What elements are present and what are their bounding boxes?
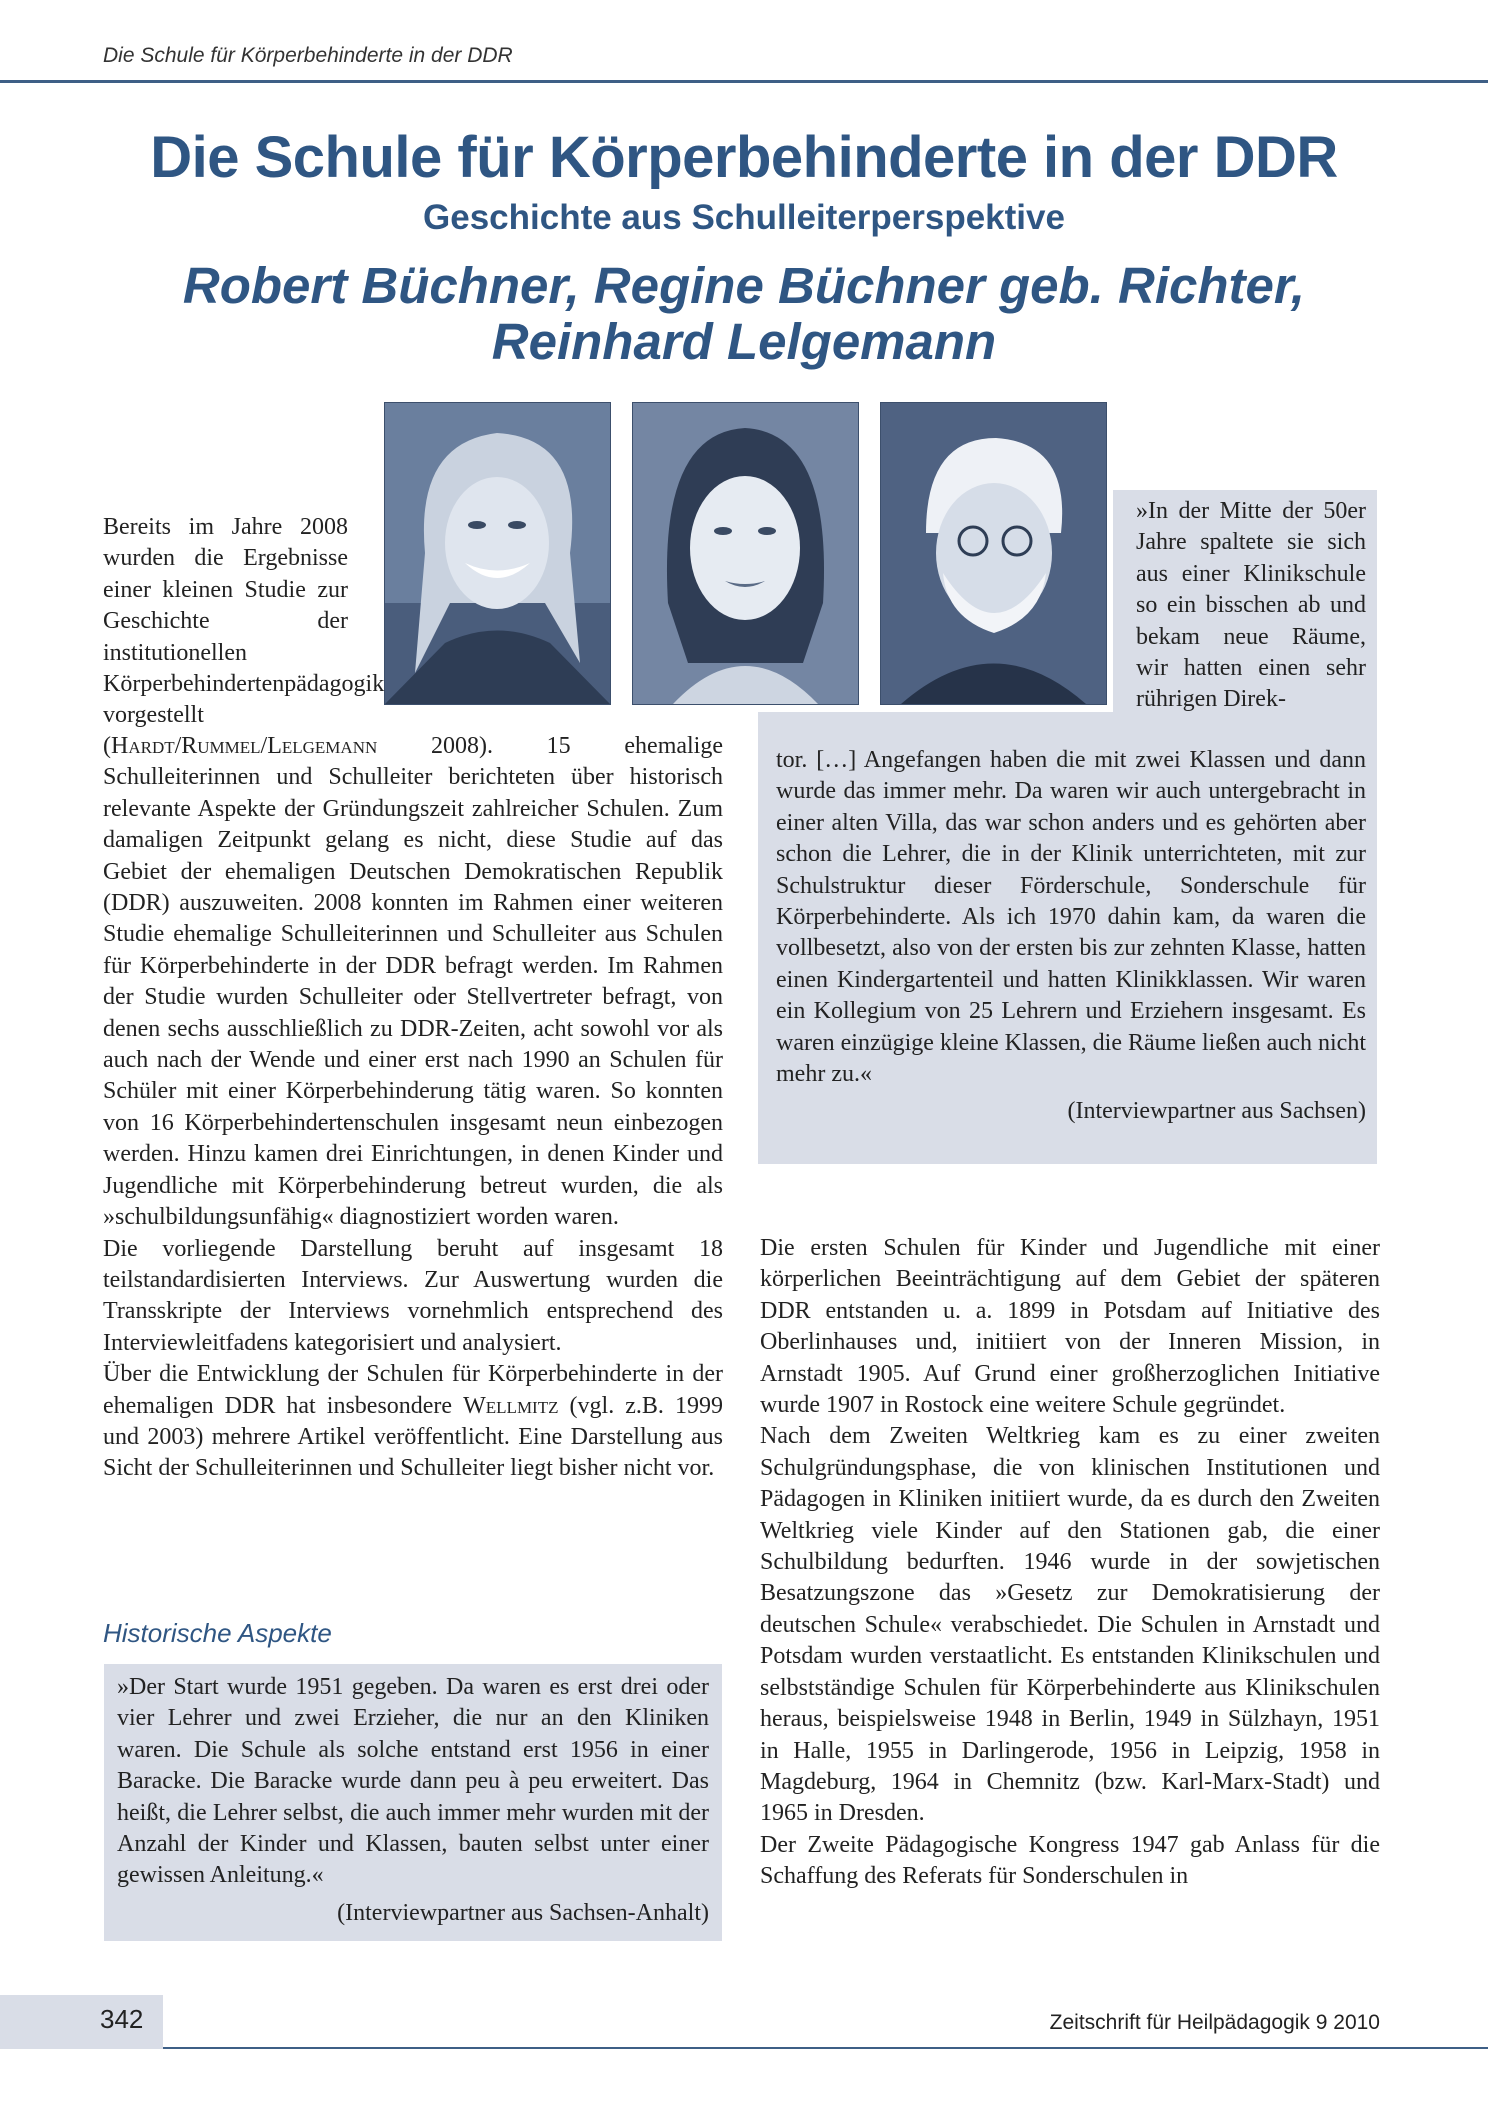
article-title: Die Schule für Körperbehinderte in der DDR (150, 125, 1338, 190)
authors-line-1: Robert Büchner, Regine Büchner geb. Richter, (182, 257, 1306, 314)
header-rule (0, 80, 1488, 83)
right-column (760, 1233, 1380, 1893)
para3-author: Wellmitz (463, 1392, 559, 1419)
author-photo-robert (384, 402, 611, 705)
running-head: Die Schule für Körperbehinderte in der DDR (103, 44, 513, 67)
para3-text-a: Über die Entwicklung der Schulen für Körperbehinderte in der ehemaligen DDR hat insbesondere (103, 1361, 723, 1419)
footer-rule (163, 2047, 1488, 2049)
quote-bottom-source: (Interviewpartner aus Sachsen-Anhalt) (337, 1899, 709, 1926)
quote-top-text: tor. […] Angefangen haben die mit zwei Klassen und dann wurde das immer mehr. Da waren wir auch untergebracht in einer alten Villa, das war schon anders und es gehörten aber schon die Lehrer, die in der Klinik unterrichteten, mit zur Schulstruktur dieser Förderschule, Sonderschule für Körperbehinderte. Als ich 1970 dahin kam, da waren die vollbesetzt, also von der ersten bis zur zehnten Klasse, hatten einen Kindergartenteil und hatten Klinikklassen. Wir waren ein Kollegium von 25 Lehrern und Erziehern insgesamt. Es waren einzügige kleine Klassen, die Räume ließen auch nicht mehr zu.« (776, 747, 1366, 1088)
intro-citation: (Hardt/Rummel/Lelgemann 2008). (103, 733, 493, 759)
left-column (103, 731, 723, 1485)
intro-part2: 15 ehemalige Schulleiterinnen und Schulleiter berichteten über historisch relevante Aspekte der Gründungszeit zahlreicher Schulen. Zum damaligen Zeitpunkt gelang es nicht, diese Studie auf das Gebiet der ehemaligen Deutschen Demokratischen Republik (DDR) auszuweiten. 2008 konnten im Rahmen einer weiteren Studie ehemalige Schulleiterinnen und Schulleiter aus Schulen für Körperbehinderte in der DDR befragt werden. Im Rahmen der Studie wurden Schulleiter oder Stellvertreter befragt, von denen sechs ausschließlich zu DDR-Zeiten, acht sowohl vor als auch nach der Wende und einer erst nach 1990 an Schulen für Schüler mit einer Körperbehinderung tätig waren. So konnten von 16 Körperbehindertenschulen insgesamt neun einbezogen werden. Hinzu kamen drei Einrichtungen, in denen Kinder und Jugendliche mit Körperbehinderung betreut wurden, die als »schulbildungsunfähig« diagnostiziert worden waren. (103, 733, 723, 1231)
paragraph-3 (103, 1359, 723, 1485)
quote-bottom (117, 1672, 709, 1929)
section-heading: Historische Aspekte (103, 1618, 332, 1648)
paragraph-2: Die vorliegende Darstellung beruht auf insgesamt 18 teilstandardisierten Interviews. Zur Auswertung wurden die Transskripte der Interviews vornehmlich entsprechend des Interviewleitfadens kategorisiert und analysiert. (103, 1235, 723, 1356)
author-photo-reinhard (880, 402, 1107, 705)
author-photo-regine (632, 402, 859, 705)
quote-top-source: (Interviewpartner aus Sachsen) (1067, 1098, 1366, 1125)
intro-paragraph (103, 731, 723, 1234)
intro-part1: Bereits im Jahre 2008 wurden die Ergebnisse einer kleinen Studie zur Geschichte der institutionellen Körperbehindertenpädagogik vorgestellt (103, 514, 385, 729)
article-subtitle: Geschichte aus Schulleiterperspektive (423, 198, 1065, 237)
right-paragraph-1: Die ersten Schulen für Kinder und Jugendliche mit einer körperlichen Beeinträchtigung auf dem Gebiet der späteren DDR entstanden u. a. 1899 in Potsdam auf Initiative des Oberlinhauses und, initiiert von der Inneren Mission, in Arnstadt 1905. Auf Grund einer großherzoglichen Initiative wurde 1907 in Rostock eine weitere Schule gegründet. (760, 1235, 1380, 1419)
para3-text-b: (vgl. z.B. 1999 und 2003) mehrere Artikel veröffentlicht. Eine Darstellung aus Sicht der Schulleiterinnen und Schulleiter liegt bisher nicht vor. (103, 1392, 723, 1482)
right-paragraph-2: Nach dem Zweiten Weltkrieg kam es zu einer zweiten Schulgründungsphase, die von klinischen Institutionen und Pädagogen in Kliniken initiiert wurde, da es durch den Zweiten Weltkrieg viele Kinder auf den Stationen gab, die einer Schulbildung bedurften. 1946 wurde in der sowjetischen Besatzungszone das »Gesetz zur Demokratisierung der deutschen Schule« verabschiedet. Die Schulen in Arnstadt und Potsdam wurden verstaatlicht. Es entstanden Klinikschulen und selbstständige Schulen für Körperbehinderte aus Klinikschulen heraus, beispielsweise 1948 in Berlin, 1949 in Sülzhayn, 1951 in Halle, 1955 in Darlingerode, 1956 in Leipzig, 1958 in Magdeburg, 1964 in Chemnitz (bzw. Karl-Marx-Stadt) und 1965 in Dresden. (760, 1423, 1380, 1827)
article-authors (0, 258, 1488, 370)
intro-text-narrow (103, 512, 385, 732)
quote-bottom-text: »Der Start wurde 1951 gegeben. Da waren es erst drei oder vier Lehrer und zwei Erzieher, die nur an den Kliniken waren. Die Schule als solche entstand erst 1956 in einer Baracke. Die Baracke wurde dann peu à peu erweitert. Das heißt, die Lehrer selbst, die auch immer mehr wurden mit der Anzahl der Kinder und Klassen, bauten selbst unter einer gewissen Anleitung.« (117, 1674, 709, 1889)
quote-top-text-part1: »In der Mitte der 50er Jahre spaltete sie sich aus einer Klinikschule so ein bisschen ab und bekam neue Räume, wir hatten einen sehr rührigen Direk- (1136, 498, 1366, 713)
page-number: 342 (100, 2004, 144, 2034)
quote-top-text-part2 (776, 745, 1366, 1128)
journal-name: Zeitschrift für Heilpädagogik 9 2010 (1049, 2011, 1380, 2034)
authors-line-2: Reinhard Lelgemann (491, 313, 997, 370)
right-paragraph-3: Der Zweite Pädagogische Kongress 1947 gab Anlass für die Schaffung des Referats für Sonderschulen in (760, 1831, 1380, 1890)
